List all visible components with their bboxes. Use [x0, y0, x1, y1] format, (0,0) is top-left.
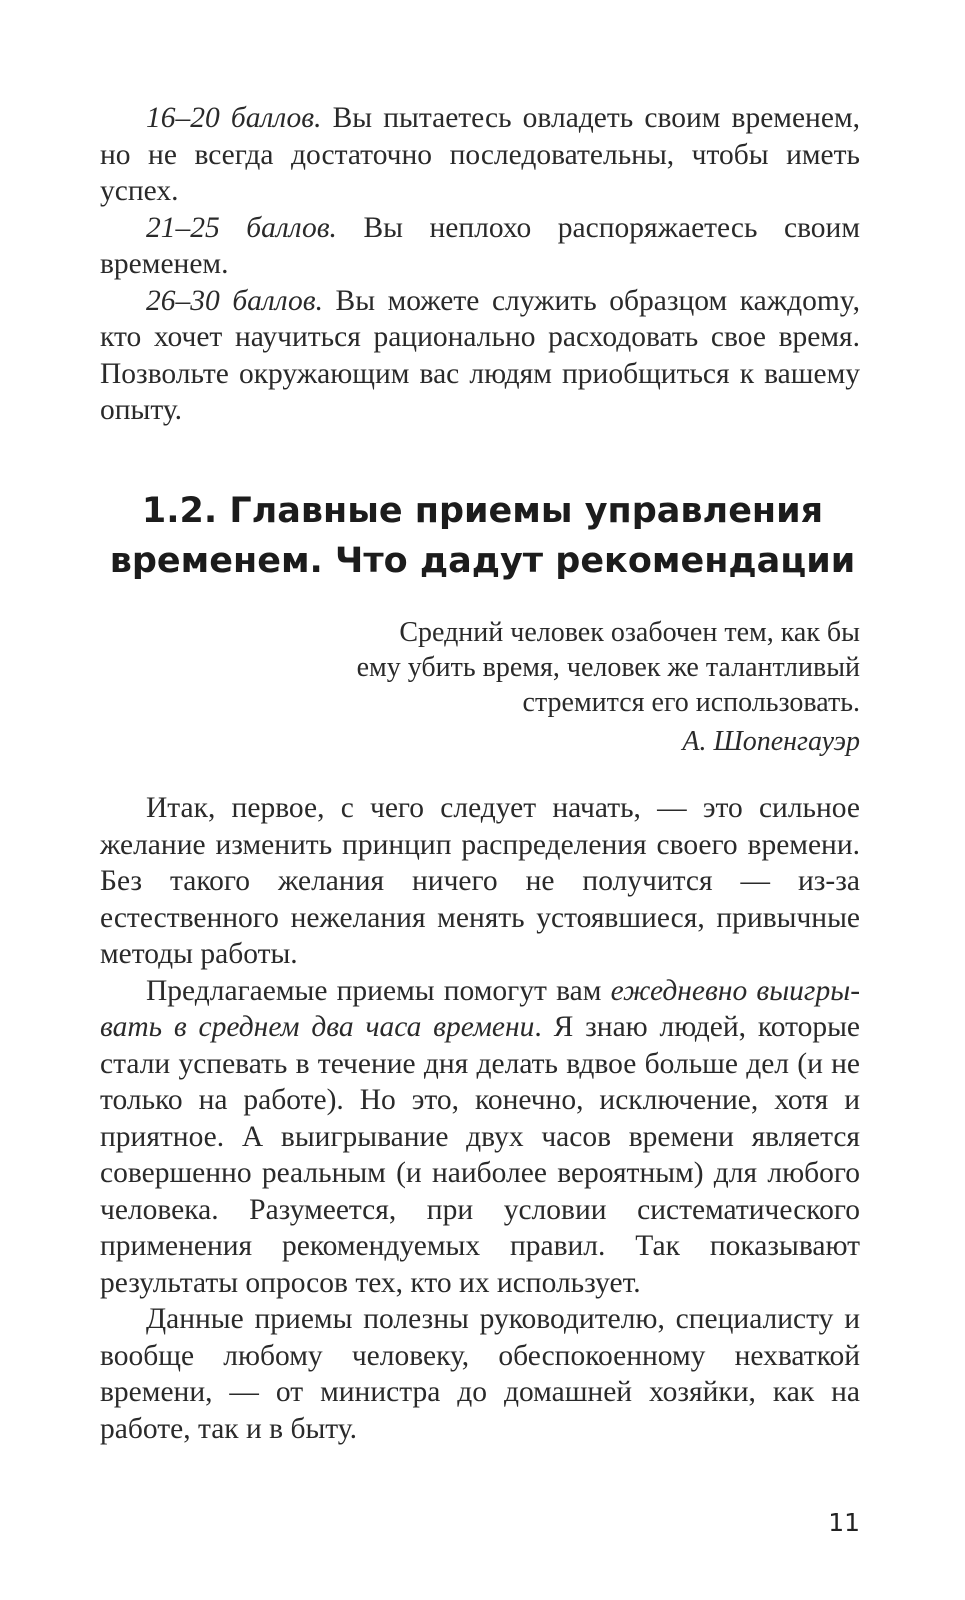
- body-paragraph-2-start: Предлагаемые приемы помогут вам: [146, 974, 611, 1007]
- section-heading-line2: временем. Что дадут рекомендации: [109, 541, 856, 581]
- epigraph-line: Средний человек озабочен тем, как бы: [399, 617, 860, 648]
- epigraph: [300, 615, 860, 759]
- epigraph-line: стремится его использовать.: [522, 687, 860, 718]
- body-text: [100, 790, 860, 1447]
- score-description: Вы неплохо распоряжаетесь своим временем.: [100, 211, 861, 280]
- score-paragraph: [100, 283, 860, 429]
- body-paragraph-3: Данные приемы полезны руководителю, специалисту и вообще любому человеку, обеспокоенному нехваткой времени, — от министра до домашней хозяйки, как на работе, так и в быту.: [100, 1303, 860, 1445]
- score-range: 16–20 баллов.: [146, 102, 322, 134]
- score-paragraph: [100, 100, 860, 210]
- page-number: 11: [828, 1508, 860, 1537]
- epigraph-author: А. Шопенгауэр: [682, 726, 860, 757]
- score-paragraph: [100, 210, 860, 283]
- score-description: Вы пытаетесь овладеть своим временем, но не всегда достаточно последовательны, чтобы иметь успех.: [100, 102, 860, 207]
- body-paragraph-2-emphasis: ежедневно выигрывать в среднем два часа времени: [100, 974, 861, 1043]
- score-range: 26–30 баллов.: [146, 284, 323, 317]
- body-paragraph-2: [100, 973, 860, 1302]
- section-heading-line1: 1.2. Главные приемы управления: [141, 491, 824, 531]
- body-paragraph-2-end: . Я знаю людей, которые стали успевать в течение дня делать вдвое больше дел (и не только на работе). Но это, конечно, исключение, хотя и приятное. А выигрывание двух часов времени является совершенно реальным (и наиболее вероятным) для любого человека. Разумеется, при условии систематического применения рекомендуемых правил. Так показывают результаты опросов тех, кто их использует.: [100, 1011, 861, 1299]
- epigraph-line: ему убить время, человек же талантливый: [356, 652, 860, 683]
- score-interpretations: [100, 100, 860, 429]
- body-paragraph-1: Итак, первое, с чего следует начать, — это сильное желание изменить принцип распределения своего времени. Без такого желания ничего не получится — из-за естественного нежелания менять устоявшиеся, привычные методы работы.: [100, 792, 860, 970]
- section-heading: [60, 486, 905, 586]
- score-description: Вы можете служить образцом каждоmy, кто хочет научиться рационально расходовать свое время. Позвольте окружающим вас людям приобщиться к вашему опыту.: [100, 284, 861, 426]
- score-range: 21–25 баллов.: [146, 211, 337, 244]
